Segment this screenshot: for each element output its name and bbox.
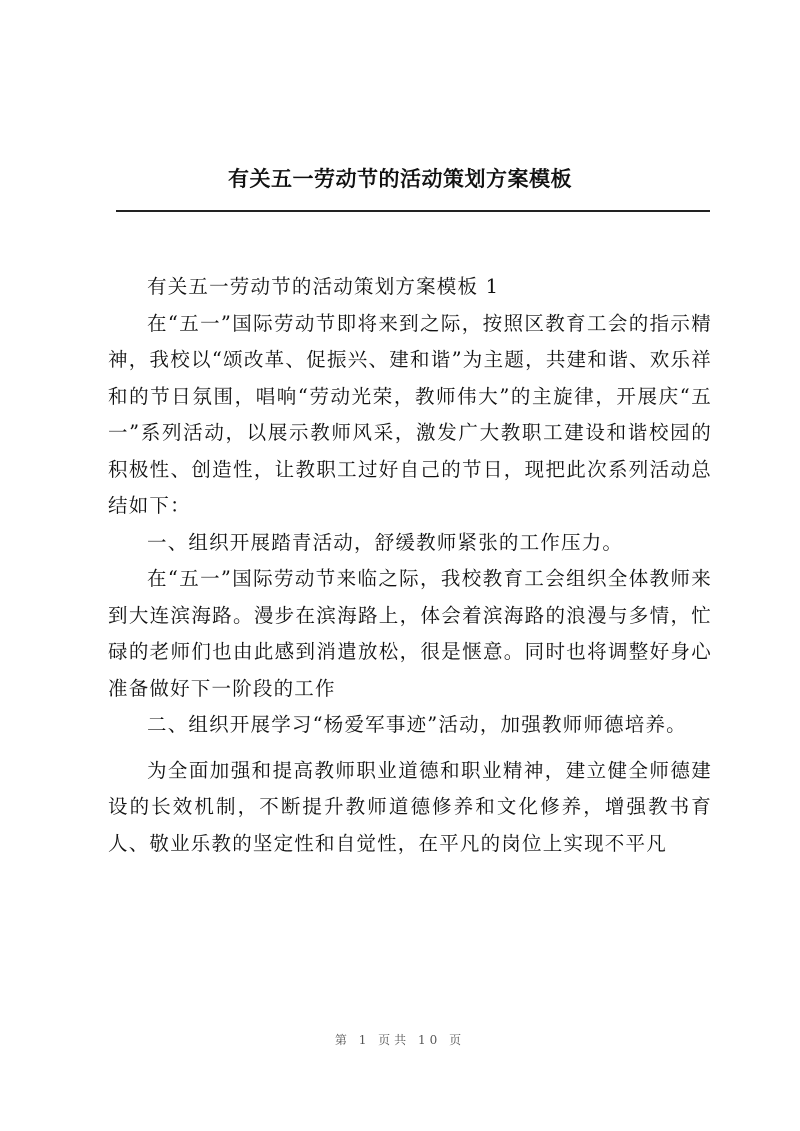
section-heading: 有关五一劳动节的活动策划方案模板 1	[147, 275, 500, 298]
item-one-heading: 一、组织开展踏青活动，舒缓教师紧张的工作压力。	[147, 530, 624, 554]
item-one-paragraph: 在“五一”国际劳动节来临之际，我校教育工会组织全体教师来到大连滨海路。漫步在滨海路上，体会着滨海路的浪漫与多情，忙碌的老师们也由此感到消遣放松，很是惬意。同时也将调整好身心准备做好下一阶段的工作	[108, 567, 712, 700]
item-two-paragraph: 为全面加强和提高教师职业道德和职业精神，建立健全师德建设的长效机制，不断提升教师道德修养和文化修养，增强教书育人、敬业乐教的坚定性和自觉性，在平凡的岗位上实现不平凡	[108, 758, 712, 855]
page-number: 第 1 页共 10 页	[334, 1033, 466, 1047]
item-two-heading: 二、组织开展学习“杨爱军事迹”活动，加强教师师德培养。	[147, 713, 687, 736]
title-divider	[116, 210, 710, 212]
document-title: 有关五一劳动节的活动策划方案模板	[228, 166, 572, 191]
intro-paragraph: 在“五一”国际劳动节即将来到之际，按照区教育工会的指示精神，我校以“颂改革、促振兴、建和谐”为主题，共建和谐、欢乐祥和的节日氛围，唱响“劳动光荣，教师伟大”的主旋律，开展庆“五一”系列活动，以展示教师风采，激发广大教职工建设和谐校园的积极性、创造性，让教职工过好自己的节日，现把此次系列活动总结如下：	[108, 311, 712, 517]
document-body	[108, 269, 712, 862]
